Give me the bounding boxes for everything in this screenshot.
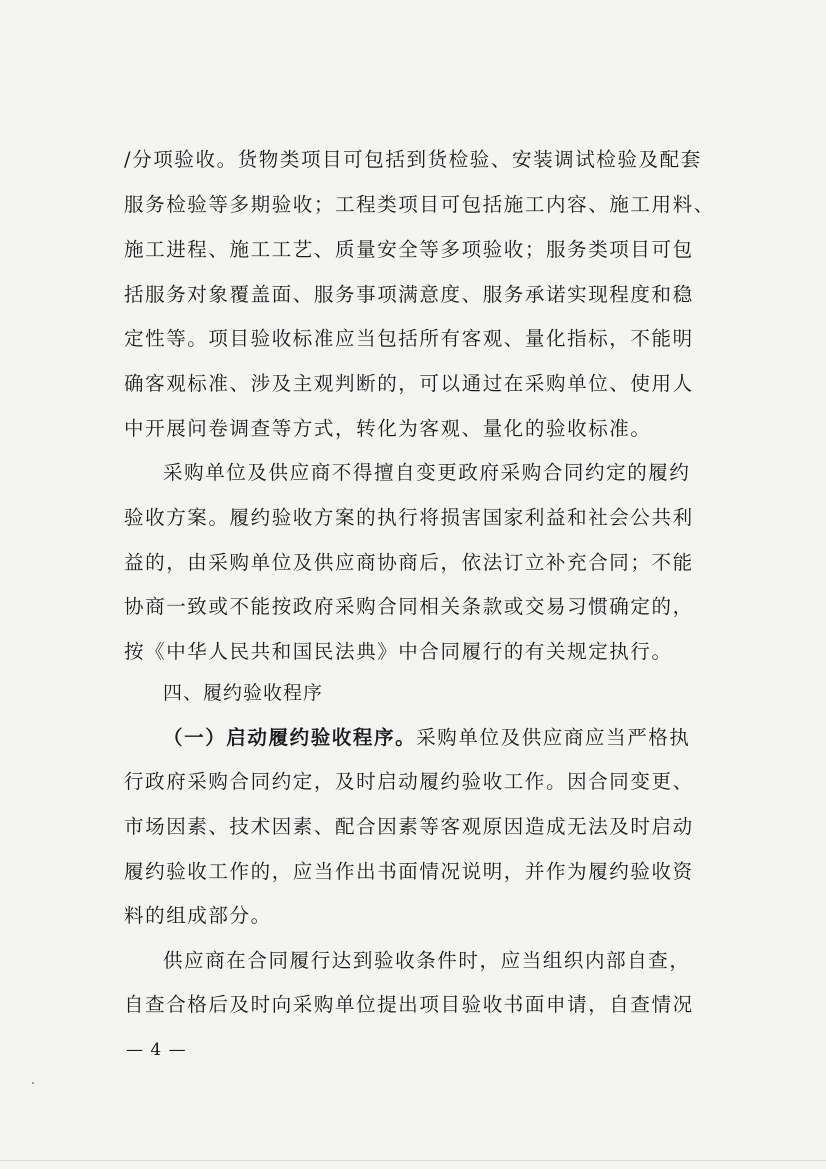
text-line: 括服务对象覆盖面、服务事项满意度、服务承诺实现程度和稳 [124, 283, 694, 306]
scan-speck [32, 1082, 34, 1084]
section-heading: 四、履约验收程序 [163, 682, 324, 704]
text-line: 验收方案。履约验收方案的执行将损害国家利益和社会公共利 [124, 506, 694, 529]
text-line: 市场因素、技术因素、配合因素等客观原因造成无法及时启动 [124, 815, 694, 838]
text-line: 按《中华人民共和国民法典》中合同履行的有关规定执行。 [124, 640, 673, 663]
page-bottom-edge [0, 1160, 826, 1161]
text-line: /分项验收。货物类项目可包括到货检验、安装调试检验及配套 [124, 148, 702, 171]
text-line: 益的，由采购单位及供应商协商后，依法订立补充合同；不能 [124, 551, 694, 574]
page-number: — 4 — [126, 1040, 187, 1060]
text-line: 服务检验等多期验收；工程类项目可包括施工内容、施工用料、 [124, 193, 715, 216]
text-line: 定性等。项目验收标准应当包括所有客观、量化指标，不能明 [124, 327, 694, 350]
text-line: 履约验收工作的，应当作出书面情况说明，并作为履约验收资 [124, 860, 694, 883]
text-line: 协商一致或不能按政府采购合同相关条款或交易习惯确定的， [124, 595, 694, 618]
text-line: 施工进程、施工工艺、质量安全等多项验收；服务类项目可包 [124, 238, 694, 261]
text-line: 料的组成部分。 [124, 904, 272, 927]
subsection-title: （一）启动履约验收程序。 [163, 726, 417, 749]
text-line: 确客观标准、涉及主观判断的，可以通过在采购单位、使用人 [124, 372, 694, 395]
text-line: 中开展问卷调查等方式，转化为客观、量化的验收标准。 [124, 417, 652, 440]
text-line [163, 718, 704, 758]
text-line: 自查合格后及时向采购单位提出项目验收书面申请，自查情况 [124, 993, 694, 1016]
text-line: 供应商在合同履行达到验收条件时，应当组织内部自查， [163, 949, 691, 972]
text-run: 采购单位及供应商应当严格执 [416, 726, 691, 749]
text-line: 行政府采购合同约定，及时启动履约验收工作。因合同变更、 [124, 770, 694, 793]
text-line: 采购单位及供应商不得擅自变更政府采购合同约定的履约 [163, 461, 691, 484]
